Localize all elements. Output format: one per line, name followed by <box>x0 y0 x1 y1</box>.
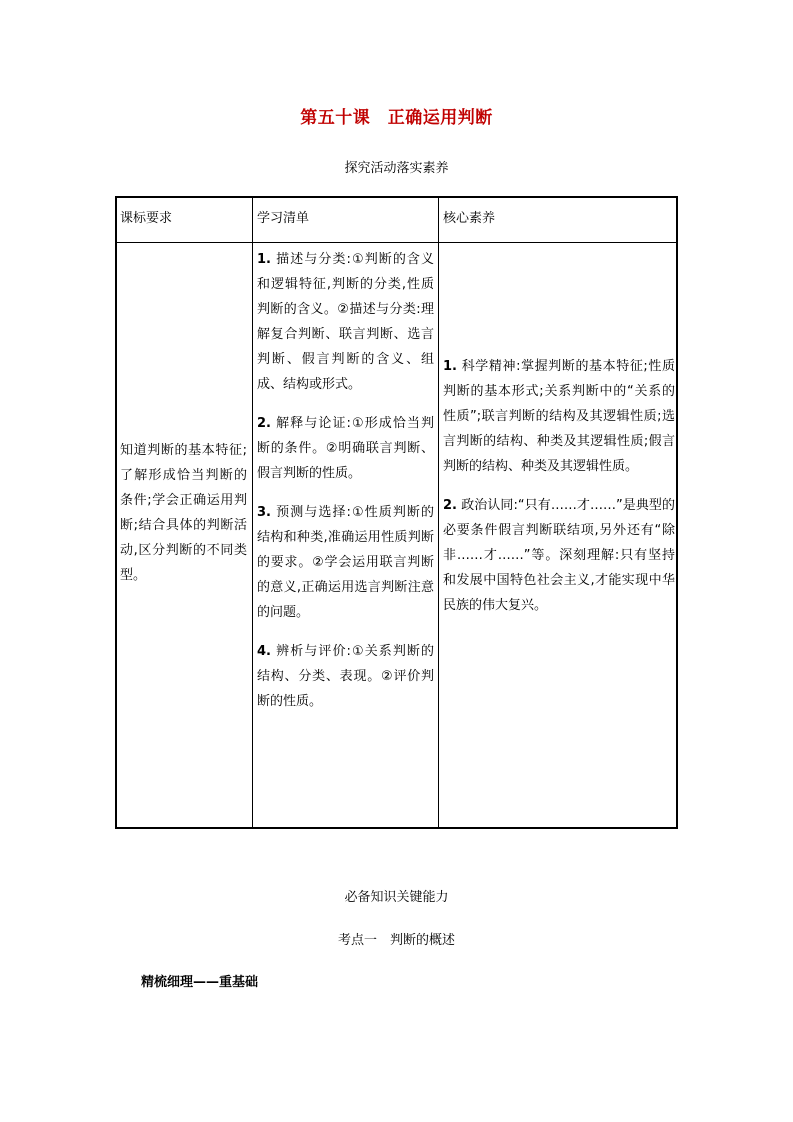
checklist-item-number: 3. <box>257 505 271 520</box>
literacy-cell <box>443 354 675 618</box>
section-title: 必备知识关键能力 <box>344 890 449 905</box>
checklist-item-text: 辨析与评价:①关系判断的结构、分类、表现。②评价判断的性质。 <box>257 644 434 709</box>
literacy-item <box>443 493 675 618</box>
literacy-item <box>443 354 675 479</box>
checklist-item <box>257 247 434 397</box>
header-divider <box>117 242 676 243</box>
literacy-item-number: 1. <box>443 359 457 374</box>
checklist-item-number: 1. <box>257 252 271 267</box>
literacy-item-text: 政治认同:“只有……才……”是典型的必要条件假言判断联结项,另外还有“除非……才……”等。深刻理解:只有坚持和发展中国特色社会主义,才能实现中华民族的伟大复兴。 <box>443 498 675 613</box>
header-requirements: 课标要求 <box>120 211 173 226</box>
lesson-title: 第五十课 正确运用判断 <box>300 108 493 128</box>
literacy-item-number: 2. <box>443 498 457 513</box>
curriculum-table <box>115 196 678 829</box>
requirements-text: 知道判断的基本特征;了解形成恰当判断的条件;学会正确运用判断;结合具体的判断活动,区分判断的不同类型。 <box>120 443 247 583</box>
header-checklist: 学习清单 <box>257 211 310 226</box>
checklist-item <box>257 500 434 625</box>
requirements-cell <box>120 438 247 588</box>
checklist-item-text: 描述与分类:①判断的含义和逻辑特征,判断的分类,性质判断的含义。②描述与分类:理解复合判断、联言判断、选言判断、假言判断的含义、组成、结构或形式。 <box>257 252 434 392</box>
checklist-item-number: 2. <box>257 416 271 431</box>
checklist-cell <box>257 247 434 714</box>
checklist-item <box>257 411 434 486</box>
column-divider <box>438 198 439 827</box>
header-literacy: 核心素养 <box>443 211 496 226</box>
exam-point-title: 考点一 判断的概述 <box>337 933 455 948</box>
checklist-item-text: 解释与论证:①形成恰当判断的条件。②明确联言判断、假言判断的性质。 <box>257 416 434 481</box>
checklist-item-number: 4. <box>257 644 271 659</box>
column-divider <box>252 198 253 827</box>
sub-heading: 精梳细理——重基础 <box>141 975 259 990</box>
lesson-subtitle: 探究活动落实素养 <box>344 161 449 176</box>
checklist-item <box>257 639 434 714</box>
checklist-item-text: 预测与选择:①性质判断的结构和种类,准确运用性质判断的要求。②学会运用联言判断的意义,正确运用选言判断注意的问题。 <box>257 505 434 620</box>
literacy-item-text: 科学精神:掌握判断的基本特征;性质判断的基本形式;关系判断中的“关系的性质”;联言判断的结构及其逻辑性质;选言判断的结构、种类及其逻辑性质;假言判断的结构、种类及其逻辑性质。 <box>443 359 675 474</box>
